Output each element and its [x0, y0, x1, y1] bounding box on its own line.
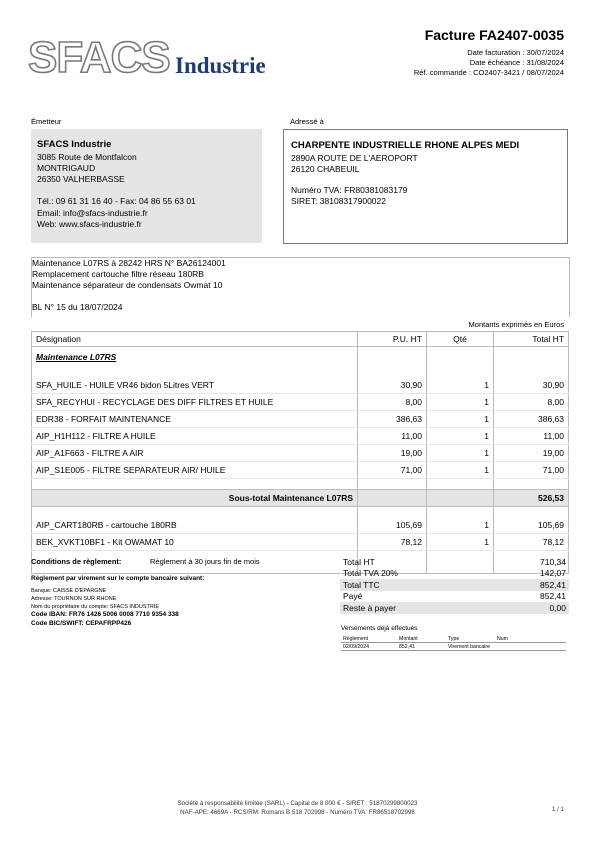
item-unit-price: 11,00	[358, 428, 427, 445]
item-designation: AIP_CART180RB - cartouche 180RB	[32, 517, 358, 534]
payment-amount: 852,41	[397, 643, 446, 651]
payments-header: Type	[446, 635, 495, 643]
emetteur-contact	[37, 196, 196, 231]
total-label: Total TVA 20%	[343, 568, 398, 579]
payments-table	[341, 635, 566, 651]
item-designation: BEK_XVKT10BF1 - Kit OWAMAT 10	[32, 534, 358, 551]
emetteur-address-line: MONTRIGAUD	[37, 163, 96, 173]
item-unit-price: 8,00	[358, 394, 427, 411]
emetteur-address	[37, 152, 137, 185]
item-unit-price: 71,00	[358, 462, 427, 479]
table-row	[32, 377, 569, 394]
delivery-note: BL N° 15 du 18/07/2024	[32, 302, 123, 312]
totals-row	[340, 591, 569, 603]
payment-type: Virement bancaire	[446, 643, 495, 651]
destinataire-box	[283, 129, 568, 244]
bank-bic: Code BIC/SWIFT: CEPAFRPP426	[31, 619, 132, 627]
subtotal-value: 526,53	[494, 490, 569, 507]
payments-header: Num	[495, 635, 566, 643]
item-total: 386,63	[494, 411, 569, 428]
logo-industrie-text: Industrie	[175, 53, 266, 78]
total-value: 710,34	[540, 556, 566, 567]
bank-title: Règlement par virement sur le compte bancaire suivant:	[31, 575, 205, 582]
page-number: 1 / 1	[551, 806, 564, 813]
item-quantity: 1	[427, 534, 494, 551]
destinataire-tva: Numéro TVA: FR80381083179	[291, 185, 408, 195]
bank-line: Banque: CAISSE D'EPARGNE	[31, 588, 107, 594]
item-quantity: 1	[427, 462, 494, 479]
note-line: Remplacement cartouche filtre réseau 180RB	[32, 269, 204, 279]
total-value: 852,41	[490, 579, 569, 591]
conditions-label: Conditions de règlement:	[31, 557, 122, 566]
item-unit-price: 386,63	[358, 411, 427, 428]
table-row	[32, 411, 569, 428]
emetteur-name: SFACS Industrie	[37, 139, 112, 150]
item-total: 30,90	[494, 377, 569, 394]
total-value: 0,00	[490, 602, 569, 614]
table-row	[32, 462, 569, 479]
item-quantity: 1	[427, 377, 494, 394]
total-value: 852,41	[540, 591, 566, 602]
table-row	[341, 643, 566, 651]
item-designation: AIP_H1H112 - FILTRE A HUILE	[32, 428, 358, 445]
emetteur-box	[31, 129, 262, 243]
total-label: Total TTC	[340, 579, 490, 591]
total-value: 142,07	[540, 568, 566, 579]
table-row	[32, 517, 569, 534]
destinataire-siret: SIRET: 38108317900022	[291, 196, 386, 206]
item-quantity: 1	[427, 517, 494, 534]
total-label: Reste à payer	[340, 602, 490, 614]
destinataire-ids	[291, 185, 407, 207]
emetteur-phone: Tél.: 09 61 31 16 40 - Fax: 04 86 55 63 01	[37, 196, 196, 206]
bank-line: Adresse: TOURNON SUR RHONE	[31, 596, 117, 602]
item-designation: AIP_S1E005 - FILTRE SEPARATEUR AIR/ HUILE	[32, 462, 358, 479]
section-row	[32, 347, 569, 368]
bank-codes	[31, 611, 179, 628]
destinataire-label: Adressé à	[290, 117, 324, 126]
destinataire-name: CHARPENTE INDUSTRIELLE RHONE ALPES MEDI	[291, 140, 520, 151]
header-quantity: Qté	[427, 332, 494, 347]
invoice-title: Facture FA2407-0035	[424, 27, 564, 43]
item-quantity: 1	[427, 394, 494, 411]
payment-date: 02/09/2024	[341, 643, 397, 651]
note-line: Maintenance séparateur de condensats Owmat 10	[32, 280, 223, 290]
table-row	[32, 534, 569, 551]
subtotal-label: Sous-total Maintenance L07RS	[32, 490, 358, 507]
empty-cell	[494, 347, 569, 368]
bank-iban: Code IBAN: FR76 1426 5006 0008 7710 9354 338	[31, 611, 179, 618]
footer-line: NAF-APE: 4669A - RCS/RM: Romans B 518 702998 - Numéro TVA: FR86518702998	[180, 809, 415, 816]
section-title: Maintenance L07RS	[32, 347, 358, 368]
logo-sfacs-text: SFACS	[28, 33, 170, 82]
item-total: 8,00	[494, 394, 569, 411]
invoice-items-table	[31, 331, 569, 574]
totals-row	[340, 579, 569, 591]
header-designation: Désignation	[32, 332, 358, 347]
note-lines	[32, 258, 226, 291]
total-label: Payé	[343, 591, 363, 602]
item-total: 71,00	[494, 462, 569, 479]
item-total: 11,00	[494, 428, 569, 445]
item-quantity: 1	[427, 428, 494, 445]
conditions-value: Règlement à 30 jours fin de mois	[150, 557, 260, 566]
table-row	[32, 394, 569, 411]
bank-details	[31, 587, 159, 611]
payments-title: Versements déjà effectués	[341, 625, 418, 632]
bank-line: Nom du propriétaire du compte: SFACS INDUSTRIE	[31, 604, 160, 610]
table-header-row	[32, 332, 569, 347]
item-designation: SFA_RECYHUI - RECYCLAGE DES DIFF FILTRES ET HUILE	[32, 394, 358, 411]
spacer-row	[32, 367, 569, 377]
payments-header: Règlement	[341, 635, 397, 643]
payments-header: Montant	[397, 635, 446, 643]
empty-cell	[427, 347, 494, 368]
item-quantity: 1	[427, 411, 494, 428]
invoice-due-date: Date échéance : 31/08/2024	[469, 58, 564, 67]
emetteur-email: Email: info@sfacs-industrie.fr	[37, 207, 148, 218]
empty-cell	[427, 490, 494, 507]
total-label: Total HT	[343, 556, 375, 567]
header-unit-price: P.U. HT	[358, 332, 427, 347]
page-footer	[0, 799, 595, 817]
footer-line: Société à responsabilité limitée (SARL) - Capital de 8 000 € - SIRET : 51870299800023	[177, 800, 418, 807]
spacer-row	[32, 507, 569, 518]
table-row	[32, 428, 569, 445]
item-unit-price: 105,69	[358, 517, 427, 534]
header-total: Total HT	[494, 332, 569, 347]
table-row	[32, 445, 569, 462]
item-unit-price: 30,90	[358, 377, 427, 394]
destinataire-address-line: 2890A ROUTE DE L'AEROPORT	[291, 153, 418, 163]
item-designation: EDR38 - FORFAIT MAINTENANCE	[32, 411, 358, 428]
note-line: Maintenance L07RS à 28242 HRS N° BA26124001	[32, 258, 226, 268]
emetteur-address-line: 26350 VALHERBASSE	[37, 174, 125, 184]
subtotal-row	[32, 490, 569, 507]
totals-row	[340, 602, 569, 614]
item-unit-price: 19,00	[358, 445, 427, 462]
item-quantity: 1	[427, 445, 494, 462]
invoice-date: Date facturation : 30/07/2024	[467, 48, 564, 57]
item-designation: SFA_HUILE - HUILE VR46 bidon 5Litres VERT	[32, 377, 358, 394]
item-total: 78,12	[494, 534, 569, 551]
company-logo	[28, 33, 288, 83]
destinataire-address-line: 26120 CHABEUIL	[291, 164, 360, 174]
empty-cell	[358, 490, 427, 507]
item-designation: AIP_A1F663 - FILTRE A AIR	[32, 445, 358, 462]
emetteur-web: Web: www.sfacs-industrie.fr	[37, 219, 142, 229]
invoice-note	[31, 257, 570, 317]
emetteur-address-line: 3085 Route de Montfalcon	[37, 152, 137, 162]
totals-row	[340, 568, 569, 580]
totals-row	[340, 556, 569, 568]
spacer-row	[32, 479, 569, 490]
totals-table	[340, 556, 569, 614]
destinataire-address	[291, 153, 418, 175]
emetteur-label: Émetteur	[31, 117, 62, 126]
empty-cell	[358, 347, 427, 368]
item-total: 105,69	[494, 517, 569, 534]
item-unit-price: 78,12	[358, 534, 427, 551]
payments-header-row	[341, 635, 566, 643]
currency-note: Montants exprimés en Euros	[468, 320, 564, 329]
item-total: 19,00	[494, 445, 569, 462]
order-reference: Réf. commande : CO2407-3421 / 08/07/2024	[413, 68, 564, 77]
invoice-meta	[414, 48, 564, 78]
payment-num	[495, 643, 566, 651]
